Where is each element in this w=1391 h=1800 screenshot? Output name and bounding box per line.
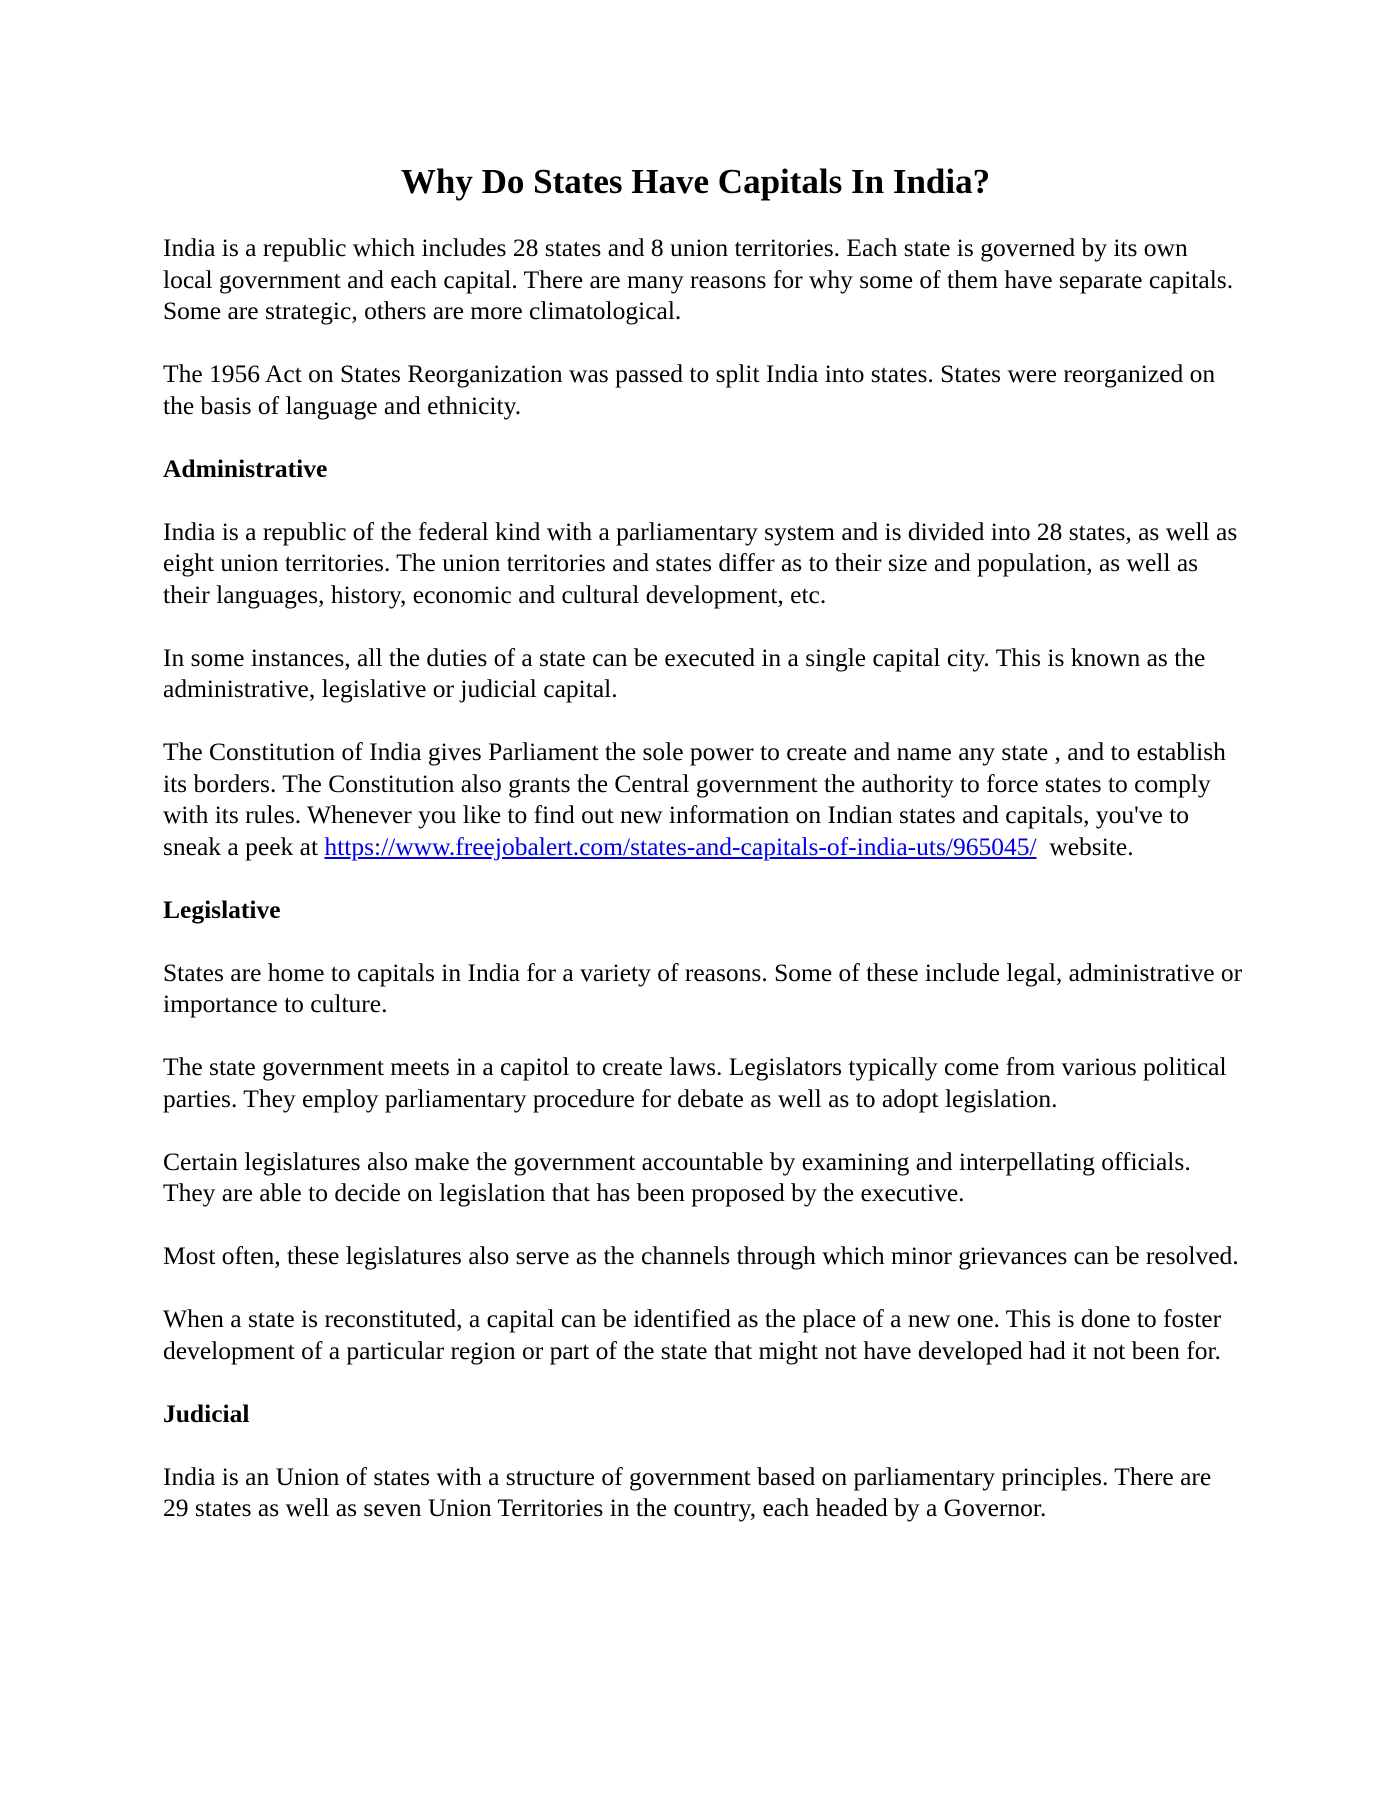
- legislative-heading: Legislative: [163, 894, 281, 924]
- judicial-paragraph-1: India is an Union of states with a structure of government based on parliamentary principles. There are 29 states as well as seven Union Territories in the country, each headed by a Governor.: [163, 1461, 1212, 1522]
- document-body: [163, 232, 1243, 1555]
- administrative-link-paragraph: [163, 736, 1243, 862]
- legislative-paragraph-4: Most often, these legislatures also serve as the channels through which minor grievances can be resolved.: [163, 1241, 1239, 1270]
- administrative-paragraph-2: In some instances, all the duties of a state can be executed in a single capital city. This is known as the administrative, legislative or judicial capital.: [163, 642, 1206, 703]
- intro-paragraph-1: India is a republic which includes 28 states and 8 union territories. Each state is governed by its own local government and each capital. There are many reasons for why some of them have separate capitals. Some are strategic, others are more climatological.: [163, 233, 1234, 325]
- legislative-paragraph-3: Certain legislatures also make the government accountable by examining and interpellating officials. They are able to decide on legislation that has been proposed by the executive.: [163, 1146, 1191, 1207]
- legislative-paragraph-2: The state government meets in a capitol to create laws. Legislators typically come from various political parties. They employ parliamentary procedure for debate as well as to adopt legislation.: [163, 1052, 1227, 1113]
- link-paragraph-text: The Constitution of India gives Parliament the sole power to create and name any state , and to establish its borders. The Constitution also grants the Central government the authority to force states to comply with its rules. Whenever you like to find out new information on Indian states and capitals, you've to sneak a peek at: [163, 737, 1226, 861]
- intro-paragraph-2: The 1956 Act on States Reorganization was passed to split India into states. States were reorganized on the basis of language and ethnicity.: [163, 359, 1216, 420]
- administrative-paragraph-1: India is a republic of the federal kind with a parliamentary system and is divided into 28 states, as well as eight union territories. The union territories and states differ as to their size and population, as well as their languages, history, economic and cultural development, etc.: [163, 516, 1238, 609]
- administrative-heading: Administrative: [163, 453, 328, 483]
- freejobalert-link[interactable]: https://www.freejobalert.com/states-and-capitals-of-india-uts/965045/: [324, 831, 1037, 861]
- legislative-paragraph-1: States are home to capitals in India for a variety of reasons. Some of these include legal, administrative or importance to culture.: [163, 957, 1243, 1018]
- page-title: Why Do States Have Capitals In India?: [400, 162, 991, 201]
- legislative-paragraph-5: When a state is reconstituted, a capital can be identified as the place of a new one. This is done to foster development of a particular region or part of the state that might not have developed had it not been for.: [163, 1304, 1222, 1365]
- link-paragraph-suffix: website.: [1036, 831, 1134, 861]
- judicial-heading: Judicial: [163, 1398, 250, 1428]
